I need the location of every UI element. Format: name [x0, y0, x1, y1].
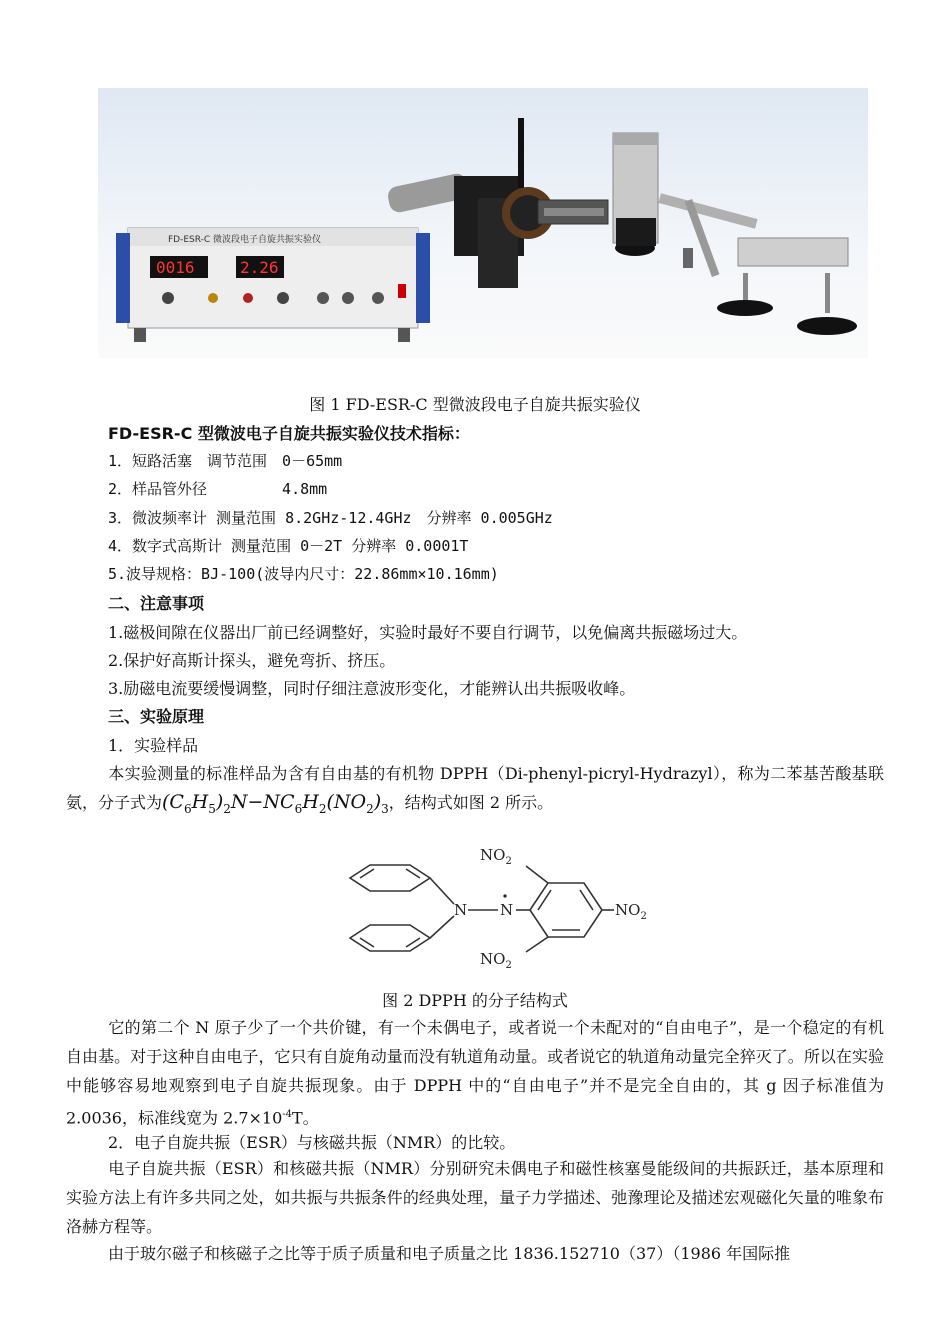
paragraph-text: 它的第二个 N 原子少了一个共价键，有一个未偶电子，或者说一个未配对的“自由电子”，是一个稳定的有机自由基。对于这种自由电子，它只有自旋角动量而没有轨道角动量。或者说它的轨道角动量完全猝灭了。所以在实验中能够容易地观察到电子自旋共振现象。由于 DPPH 中的“自由电子”并不是完全自由的，其 g 因子标准值为 2.0036，标准线宽为 2.7×10 [66, 1018, 884, 1128]
note-item: 1.磁极间隙在仪器出厂前已经调整好，实验时最好不要自行调节，以免偏离共振磁场过大。 [108, 623, 748, 642]
display-left: 0016 [156, 258, 195, 277]
paragraph-text: 由于玻尔磁子和核磁子之比等于质子质量和电子质量之比 1836.152710（37）（1986 年国际推 [108, 1244, 791, 1263]
paragraph-text: 电子自旋共振（ESR）和核磁共振（NMR）分别研究未偶电子和磁性核塞曼能级间的共振跃迁，基本原理和实验方法上有许多共同之处，如共振与共振条件的经典处理，量子力学描述、弛豫理论及描述宏观磁化矢量的唯象布洛赫方程等。 [66, 1159, 884, 1236]
paragraph-free-electron [66, 1013, 884, 1132]
dpph-structure-diagram [330, 838, 660, 973]
molecular-formula: $(C_6H_5)_2N-NC_6H_2(NO_2)_3$ [162, 791, 389, 816]
figure2-caption: 图 2 DPPH 的分子结构式 [382, 991, 568, 1010]
svg-text:NO2: $NO_2$ [480, 846, 512, 867]
spec-item: 1．短路活塞 调节范围 0－65mm [108, 452, 343, 470]
subsection-title: 1．实验样品 [108, 736, 199, 755]
exponent: -4 [282, 1109, 293, 1120]
note-item: 3.励磁电流要缓慢调整，同时仔细注意波形变化，才能辨认出共振吸收峰。 [108, 679, 636, 698]
svg-text:NO2: $NO_2$ [615, 901, 647, 922]
spec-item: 4．数字式高斯计 测量范围 0－2T 分辨率 0.0001T [108, 537, 469, 555]
notes-title: 二、注意事项 [108, 594, 205, 613]
subsection-title: 2．电子自旋共振（ESR）与核磁共振（NMR）的比较。 [108, 1133, 516, 1152]
spec-item: 3．微波频率计 测量范围 8.2GHz-12.4GHz 分辨率 0.005GHz [108, 509, 553, 527]
principle-title: 三、实验原理 [108, 707, 205, 726]
device-label: FD-ESR-C 微波段电子自旋共振实验仪 [168, 235, 322, 245]
paragraph-sample [66, 759, 884, 824]
paragraph-magneton [66, 1239, 884, 1268]
note-item: 2.保护好高斯计探头，避免弯折、挤压。 [108, 651, 396, 670]
figure1-caption: 图 1 FD-ESR-C 型微波段电子自旋共振实验仪 [309, 395, 641, 414]
svg-text:N: N [454, 901, 468, 919]
instrument-photo [98, 88, 868, 358]
paragraph-comparison [66, 1154, 884, 1241]
spec-item: 2．样品管外径 4.8mm [108, 480, 328, 498]
spec-item: 5.波导规格：BJ-100(波导内尺寸：22.86mm×10.16mm) [108, 565, 499, 583]
paragraph-text: T。 [292, 1108, 319, 1128]
svg-text:NO2: $NO_2$ [480, 950, 512, 971]
display-right: 2.26 [240, 258, 279, 277]
paragraph-text: ，结构式如图 2 所示。 [388, 793, 554, 812]
specs-title: FD-ESR-C 型微波电子自旋共振实验仪技术指标： [108, 424, 470, 443]
instrument-illustration [98, 88, 868, 358]
svg-text:N: N [500, 901, 514, 919]
paragraph-text: 本实验测量的标准样品为含有自由基的有机物 DPPH（Di-phenyl-picryl-Hydrazyl），称为二苯基苦酸基联氨，分子式为 [66, 764, 884, 812]
